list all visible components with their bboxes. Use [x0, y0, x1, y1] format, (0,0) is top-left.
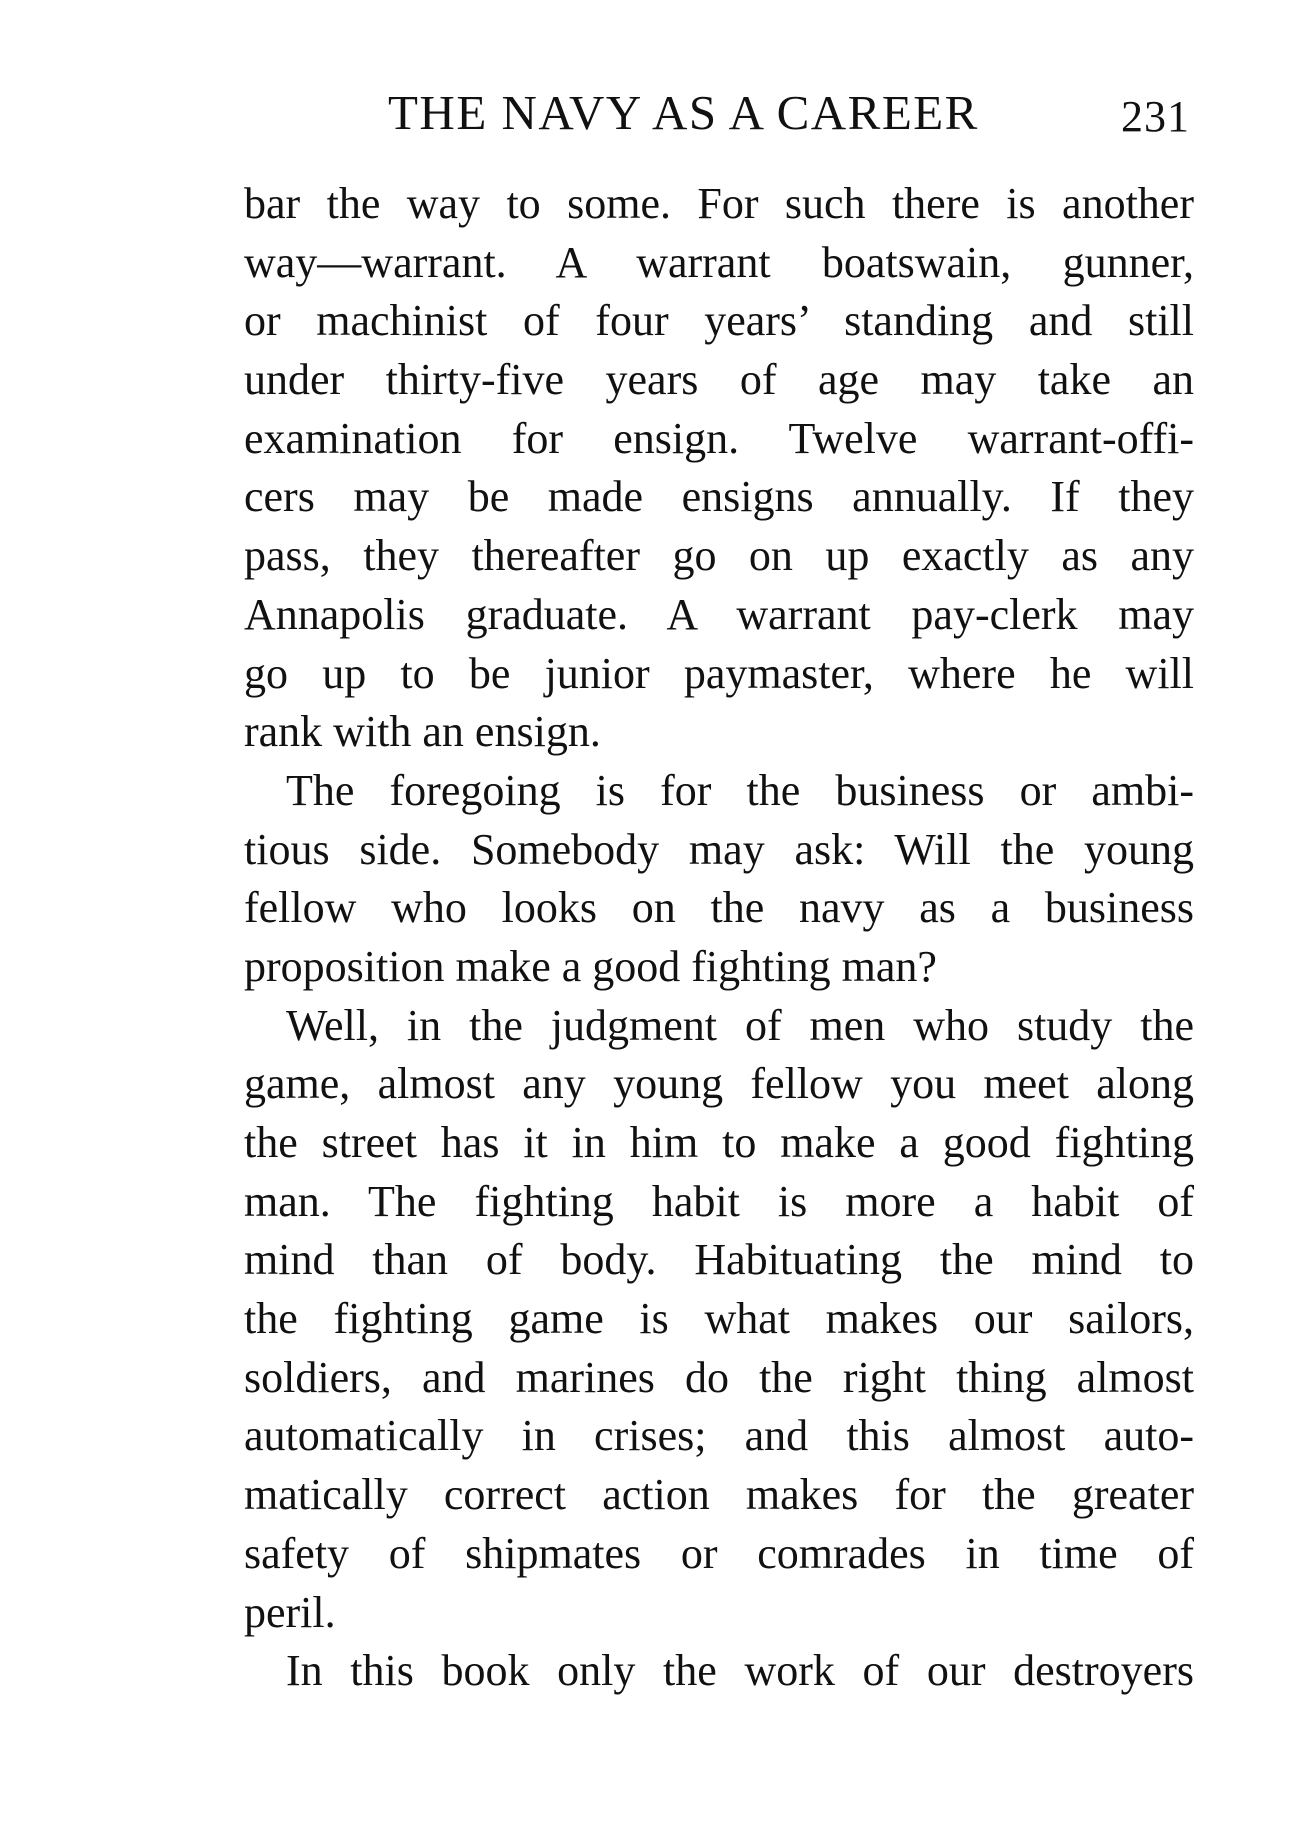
text-line: proposition make a good fighting man? [244, 941, 937, 991]
paragraph-first-line: In this book only the work of our destroyers [286, 1646, 1194, 1696]
text-line: safety of shipmates or comrades in time of [244, 1528, 1194, 1578]
text-line: cers may be made ensigns annually. If they [244, 472, 1194, 522]
text-line: under thirty-five years of age may take an [244, 355, 1194, 405]
running-title: THE NAVY AS A CAREER [388, 85, 979, 140]
running-head [388, 78, 1188, 148]
text-line: tious side. Somebody may ask: Will the young [244, 824, 1194, 874]
paragraph-first-line: Well, in the judgment of men who study the [286, 1000, 1194, 1050]
text-line: bar the way to some. For such there is another [244, 179, 1194, 228]
body-text [244, 175, 1194, 1701]
text-line: pass, they thereafter go on up exactly as any [244, 531, 1194, 581]
text-line: mind than of body. Habituating the mind to [244, 1235, 1194, 1285]
text-line: automatically in crises; and this almost auto- [244, 1411, 1194, 1461]
text-line: the street has it in him to make a good fighting [244, 1118, 1194, 1167]
text-line: man. The fighting habit is more a habit of [244, 1176, 1194, 1226]
text-line: game, almost any young fellow you meet along [244, 1059, 1194, 1109]
text-line: peril. [244, 1587, 336, 1637]
text-line: way—warrant. A warrant boatswain, gunner, [244, 237, 1194, 287]
text-line: go up to be junior paymaster, where he will [244, 648, 1194, 698]
text-line: or machinist of four years’ standing and still [244, 296, 1194, 346]
text-line: examination for ensign. Twelve warrant-offi- [244, 413, 1194, 463]
text-line: rank with an ensign. [244, 707, 601, 757]
text-line: soldiers, and marines do the right thing almost [244, 1352, 1194, 1402]
text-line: matically correct action makes for the greater [244, 1470, 1194, 1520]
page-number: 231 [1121, 92, 1190, 141]
text-line: fellow who looks on the navy as a business [244, 883, 1194, 933]
paragraph-first-line: The foregoing is for the business or ambi- [286, 765, 1194, 815]
text-line: Annapolis graduate. A warrant pay-clerk may [244, 589, 1194, 639]
text-line: the fighting game is what makes our sailors, [244, 1294, 1194, 1344]
